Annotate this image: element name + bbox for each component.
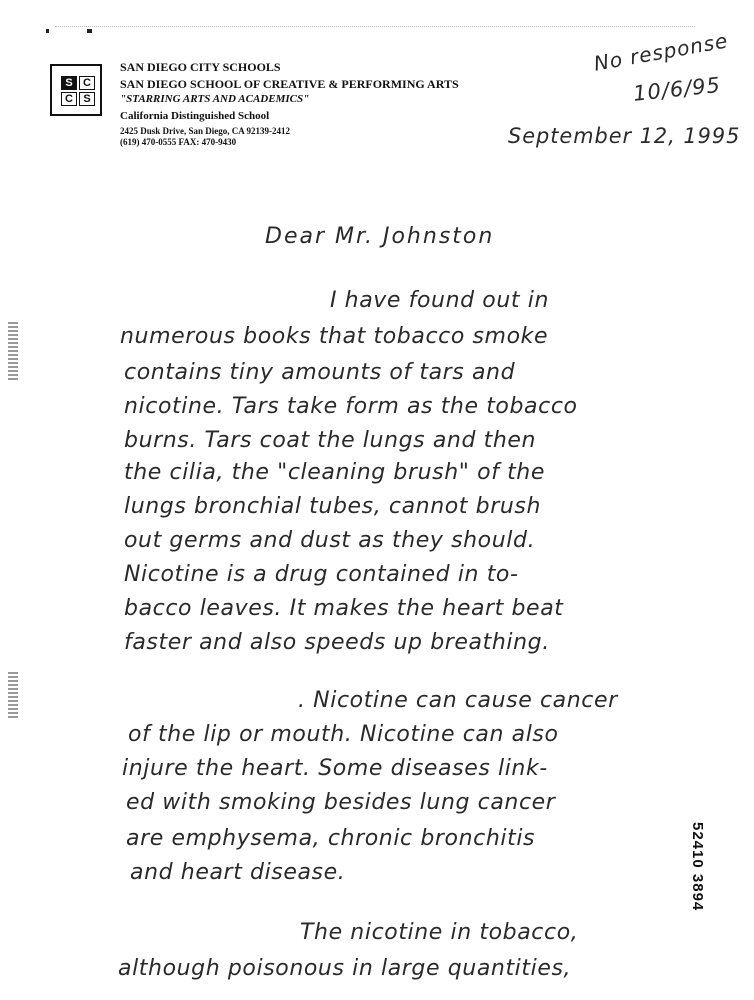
letter-line: bacco leaves. It makes the heart beat <box>124 596 564 621</box>
letter-date: September 12, 1995 <box>508 124 741 148</box>
letter-salutation: Dear Mr. Johnston <box>265 224 495 249</box>
logo-letter: C <box>61 92 77 106</box>
letter-line: are emphysema, chronic bronchitis <box>126 826 536 851</box>
letter-line: of the lip or mouth. Nicotine can also <box>128 722 559 747</box>
letter-line: I have found out in <box>330 288 549 313</box>
handwritten-note: No response <box>592 28 730 76</box>
letter-line: Nicotine is a drug contained in to- <box>124 562 519 587</box>
letterhead-district: SAN DIEGO CITY SCHOOLS <box>120 60 281 74</box>
handwritten-note-date: 10/6/95 <box>632 72 722 106</box>
letterhead-motto: "STARRING ARTS AND ACADEMICS" <box>120 93 310 105</box>
letter-line: The nicotine in tobacco, <box>300 920 579 945</box>
letter-line: although poisonous in large quantities, <box>118 956 572 981</box>
letterhead-school: SAN DIEGO SCHOOL OF CREATIVE & PERFORMING ARTS <box>120 77 459 91</box>
scan-speck <box>46 29 49 33</box>
logo-letter: C <box>79 76 95 90</box>
letterhead-distinction: California Distinguished School <box>120 110 270 122</box>
scan-margin-mark <box>8 672 18 718</box>
scan-speck <box>87 29 92 33</box>
letterhead-address: 2425 Dusk Drive, San Diego, CA 92139-2412 <box>120 126 291 136</box>
logo-letter: S <box>61 76 77 90</box>
letter-line: and heart disease. <box>130 860 346 885</box>
letter-line: faster and also speeds up breathing. <box>124 630 550 655</box>
scan-artifact-line <box>55 26 695 29</box>
logo-letter: S <box>79 92 95 106</box>
letter-line: . Nicotine can cause cancer <box>298 688 618 713</box>
scan-margin-mark <box>8 322 18 382</box>
letter-line: out germs and dust as they should. <box>124 528 536 553</box>
letter-line: ed with smoking besides lung cancer <box>126 790 556 815</box>
letter-line: lungs bronchial tubes, cannot brush <box>124 494 541 519</box>
letter-line: numerous books that tobacco smoke <box>120 324 549 349</box>
document-id: 52410 3894 <box>689 822 706 912</box>
letter-line: nicotine. Tars take form as the tobacco <box>124 394 578 419</box>
school-logo <box>50 64 102 116</box>
letterhead-phone: (619) 470-0555 FAX: 470-9430 <box>120 137 237 147</box>
letter-line: contains tiny amounts of tars and <box>124 360 516 385</box>
letter-line: injure the heart. Some diseases link- <box>122 756 548 781</box>
letter-line: the cilia, the "cleaning brush" of the <box>124 460 545 485</box>
letter-line: burns. Tars coat the lungs and then <box>124 428 537 453</box>
